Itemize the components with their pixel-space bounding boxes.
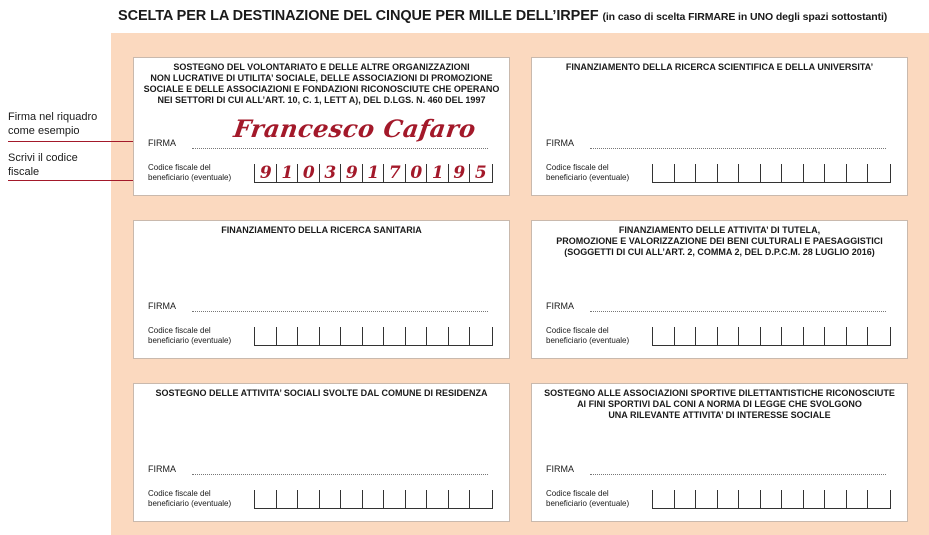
codice-fiscale-digit[interactable]	[254, 490, 277, 509]
codice-fiscale-digit[interactable]	[426, 327, 449, 346]
codice-fiscale-digit[interactable]	[652, 164, 675, 183]
codice-fiscale-digit[interactable]	[717, 490, 740, 509]
codice-fiscale-field[interactable]	[254, 164, 494, 182]
annotation-firma-line	[8, 141, 143, 142]
codice-fiscale-digit[interactable]	[803, 490, 826, 509]
codice-fiscale-digit[interactable]	[340, 327, 363, 346]
codice-fiscale-digit[interactable]	[383, 327, 406, 346]
signature-line[interactable]	[192, 148, 488, 149]
codice-fiscale-digit[interactable]	[469, 490, 493, 509]
codice-fiscale-digit[interactable]	[717, 164, 740, 183]
codice-fiscale-digit[interactable]	[319, 327, 342, 346]
codice-fiscale-field[interactable]	[652, 327, 892, 345]
signature-line[interactable]	[590, 311, 886, 312]
codice-fiscale-digit[interactable]	[297, 327, 320, 346]
signature-line[interactable]	[590, 148, 886, 149]
codice-fiscale-field[interactable]	[254, 327, 494, 345]
codice-fiscale-digit[interactable]	[426, 490, 449, 509]
choice-box-title: SOSTEGNO DEL VOLONTARIATO E DELLE ALTRE ORGANIZZAZIONI NON LUCRATIVE DI UTILITA’ SOCIALE, DELLE ASSOCIAZIONI DI PROMOZIONE SOCIALE E DELLE ASSOCIAZIONI E FONDAZIONI RICONOSCIUTE CHE OPERANO NEI SETTORI DI CUI ALL’ART. 10, C. 1, LETT A), DEL D.LGS. N. 460 DEL 1997	[143, 62, 500, 105]
codice-fiscale-digit[interactable]: 0	[405, 164, 428, 183]
codice-fiscale-digit[interactable]	[362, 327, 385, 346]
choice-box-2[interactable]	[531, 57, 908, 196]
codice-fiscale-digit[interactable]	[362, 490, 385, 509]
codice-fiscale-digit[interactable]	[319, 490, 342, 509]
choice-box-title: FINANZIAMENTO DELLA RICERCA SCIENTIFICA E DELLA UNIVERSITA’	[565, 62, 874, 72]
codice-fiscale-digit[interactable]	[824, 327, 847, 346]
firma-label: FIRMA	[148, 464, 176, 474]
codice-fiscale-digit[interactable]	[781, 327, 804, 346]
codice-fiscale-label: Codice fiscale del beneficiario (eventuale)	[148, 326, 232, 345]
firma-label: FIRMA	[546, 301, 574, 311]
codice-fiscale-digit[interactable]	[652, 327, 675, 346]
codice-fiscale-digit[interactable]	[760, 164, 783, 183]
choice-box-5[interactable]	[133, 383, 510, 522]
codice-fiscale-digit[interactable]	[674, 164, 697, 183]
codice-fiscale-digit[interactable]	[276, 490, 299, 509]
firma-label: FIRMA	[546, 464, 574, 474]
codice-fiscale-digit[interactable]: 5	[469, 164, 493, 183]
annotation-codice-line	[8, 180, 143, 181]
codice-fiscale-digit[interactable]	[448, 327, 471, 346]
codice-fiscale-digit[interactable]: 3	[319, 164, 342, 183]
codice-fiscale-digit[interactable]: 9	[448, 164, 471, 183]
codice-fiscale-digit[interactable]	[738, 490, 761, 509]
signature-line[interactable]	[590, 474, 886, 475]
firma-label: FIRMA	[546, 138, 574, 148]
choice-box-3[interactable]	[133, 220, 510, 359]
codice-fiscale-digit[interactable]	[652, 490, 675, 509]
codice-fiscale-digit[interactable]	[781, 164, 804, 183]
form-subtitle: (in caso di scelta FIRMARE in UNO degli spazi sottostanti)	[602, 11, 888, 23]
codice-fiscale-digit[interactable]	[383, 490, 406, 509]
codice-fiscale-label: Codice fiscale del beneficiario (eventuale)	[546, 326, 630, 345]
codice-fiscale-label: Codice fiscale del beneficiario (eventuale)	[148, 163, 232, 182]
codice-fiscale-digit[interactable]	[846, 327, 869, 346]
signature-sample: Francesco Cafaro	[231, 114, 478, 143]
codice-fiscale-field[interactable]	[254, 490, 494, 508]
codice-fiscale-digit[interactable]	[695, 327, 718, 346]
choice-box-title: FINANZIAMENTO DELLA RICERCA SANITARIA	[221, 225, 422, 235]
annotation-firma: Firma nel riquadro come esempio	[8, 111, 98, 137]
codice-fiscale-field[interactable]	[652, 490, 892, 508]
firma-label: FIRMA	[148, 138, 176, 148]
signature-line[interactable]	[192, 474, 488, 475]
codice-fiscale-label: Codice fiscale del beneficiario (eventuale)	[546, 163, 630, 182]
codice-fiscale-digit[interactable]	[469, 327, 493, 346]
form-title: SCELTA PER LA DESTINAZIONE DEL CINQUE PER MILLE DELL’IRPEF	[118, 8, 599, 24]
codice-fiscale-digit[interactable]	[717, 327, 740, 346]
codice-fiscale-digit[interactable]	[297, 490, 320, 509]
codice-fiscale-digit[interactable]	[867, 327, 891, 346]
choice-box-title: SOSTEGNO ALLE ASSOCIAZIONI SPORTIVE DILETTANTISTICHE RICONOSCIUTE AI FINI SPORTIVI DAL CONI A NORMA DI LEGGE CHE SVOLGONO UNA RILEVANTE ATTIVITA’ DI INTERESSE SOCIALE	[544, 388, 895, 420]
codice-fiscale-digit[interactable]	[846, 490, 869, 509]
codice-fiscale-digit[interactable]	[846, 164, 869, 183]
codice-fiscale-digit[interactable]	[824, 164, 847, 183]
codice-fiscale-digit[interactable]	[760, 490, 783, 509]
codice-fiscale-digit[interactable]	[760, 327, 783, 346]
annotation-codice: Scrivi il codice fiscale	[8, 152, 78, 178]
codice-fiscale-digit[interactable]: 1	[362, 164, 385, 183]
codice-fiscale-digit[interactable]: 9	[254, 164, 277, 183]
codice-fiscale-digit[interactable]	[405, 490, 428, 509]
codice-fiscale-digit[interactable]	[695, 490, 718, 509]
codice-fiscale-digit[interactable]: 9	[340, 164, 363, 183]
codice-fiscale-digit[interactable]	[803, 327, 826, 346]
codice-fiscale-digit[interactable]	[276, 327, 299, 346]
codice-fiscale-digit[interactable]	[340, 490, 363, 509]
firma-label: FIRMA	[148, 301, 176, 311]
codice-fiscale-digit[interactable]: 1	[276, 164, 299, 183]
choice-box-title: FINANZIAMENTO DELLE ATTIVITA’ DI TUTELA, PROMOZIONE E VALORIZZAZIONE DEI BENI CULTURALI E PAESAGGISTICI (SOGGETTI DI CUI ALL’ART. 2, COMMA 2, DEL D.P.C.M. 28 LUGLIO 2016)	[556, 225, 883, 257]
codice-fiscale-digit[interactable]	[738, 164, 761, 183]
codice-fiscale-digit[interactable]	[405, 327, 428, 346]
page-title	[118, 8, 923, 24]
codice-fiscale-digit[interactable]	[254, 327, 277, 346]
codice-fiscale-digit[interactable]	[695, 164, 718, 183]
codice-fiscale-digit[interactable]	[674, 327, 697, 346]
codice-fiscale-digit[interactable]: 0	[297, 164, 320, 183]
codice-fiscale-digit[interactable]	[738, 327, 761, 346]
codice-fiscale-label: Codice fiscale del beneficiario (eventuale)	[148, 489, 232, 508]
choice-box-6[interactable]	[531, 383, 908, 522]
codice-fiscale-digit[interactable]	[781, 490, 804, 509]
codice-fiscale-digit[interactable]	[674, 490, 697, 509]
codice-fiscale-label: Codice fiscale del beneficiario (eventuale)	[546, 489, 630, 508]
codice-fiscale-digit[interactable]	[803, 164, 826, 183]
codice-fiscale-field[interactable]	[652, 164, 892, 182]
choice-box-4[interactable]	[531, 220, 908, 359]
choice-box-title: SOSTEGNO DELLE ATTIVITA’ SOCIALI SVOLTE DAL COMUNE DI RESIDENZA	[155, 388, 488, 398]
codice-fiscale-digit[interactable]: 7	[383, 164, 406, 183]
signature-line[interactable]	[192, 311, 488, 312]
codice-fiscale-digit[interactable]: 1	[426, 164, 449, 183]
codice-fiscale-digit[interactable]	[448, 490, 471, 509]
codice-fiscale-digit[interactable]	[824, 490, 847, 509]
codice-fiscale-digit[interactable]	[867, 164, 891, 183]
codice-fiscale-digit[interactable]	[867, 490, 891, 509]
choice-box-1[interactable]	[133, 57, 510, 196]
